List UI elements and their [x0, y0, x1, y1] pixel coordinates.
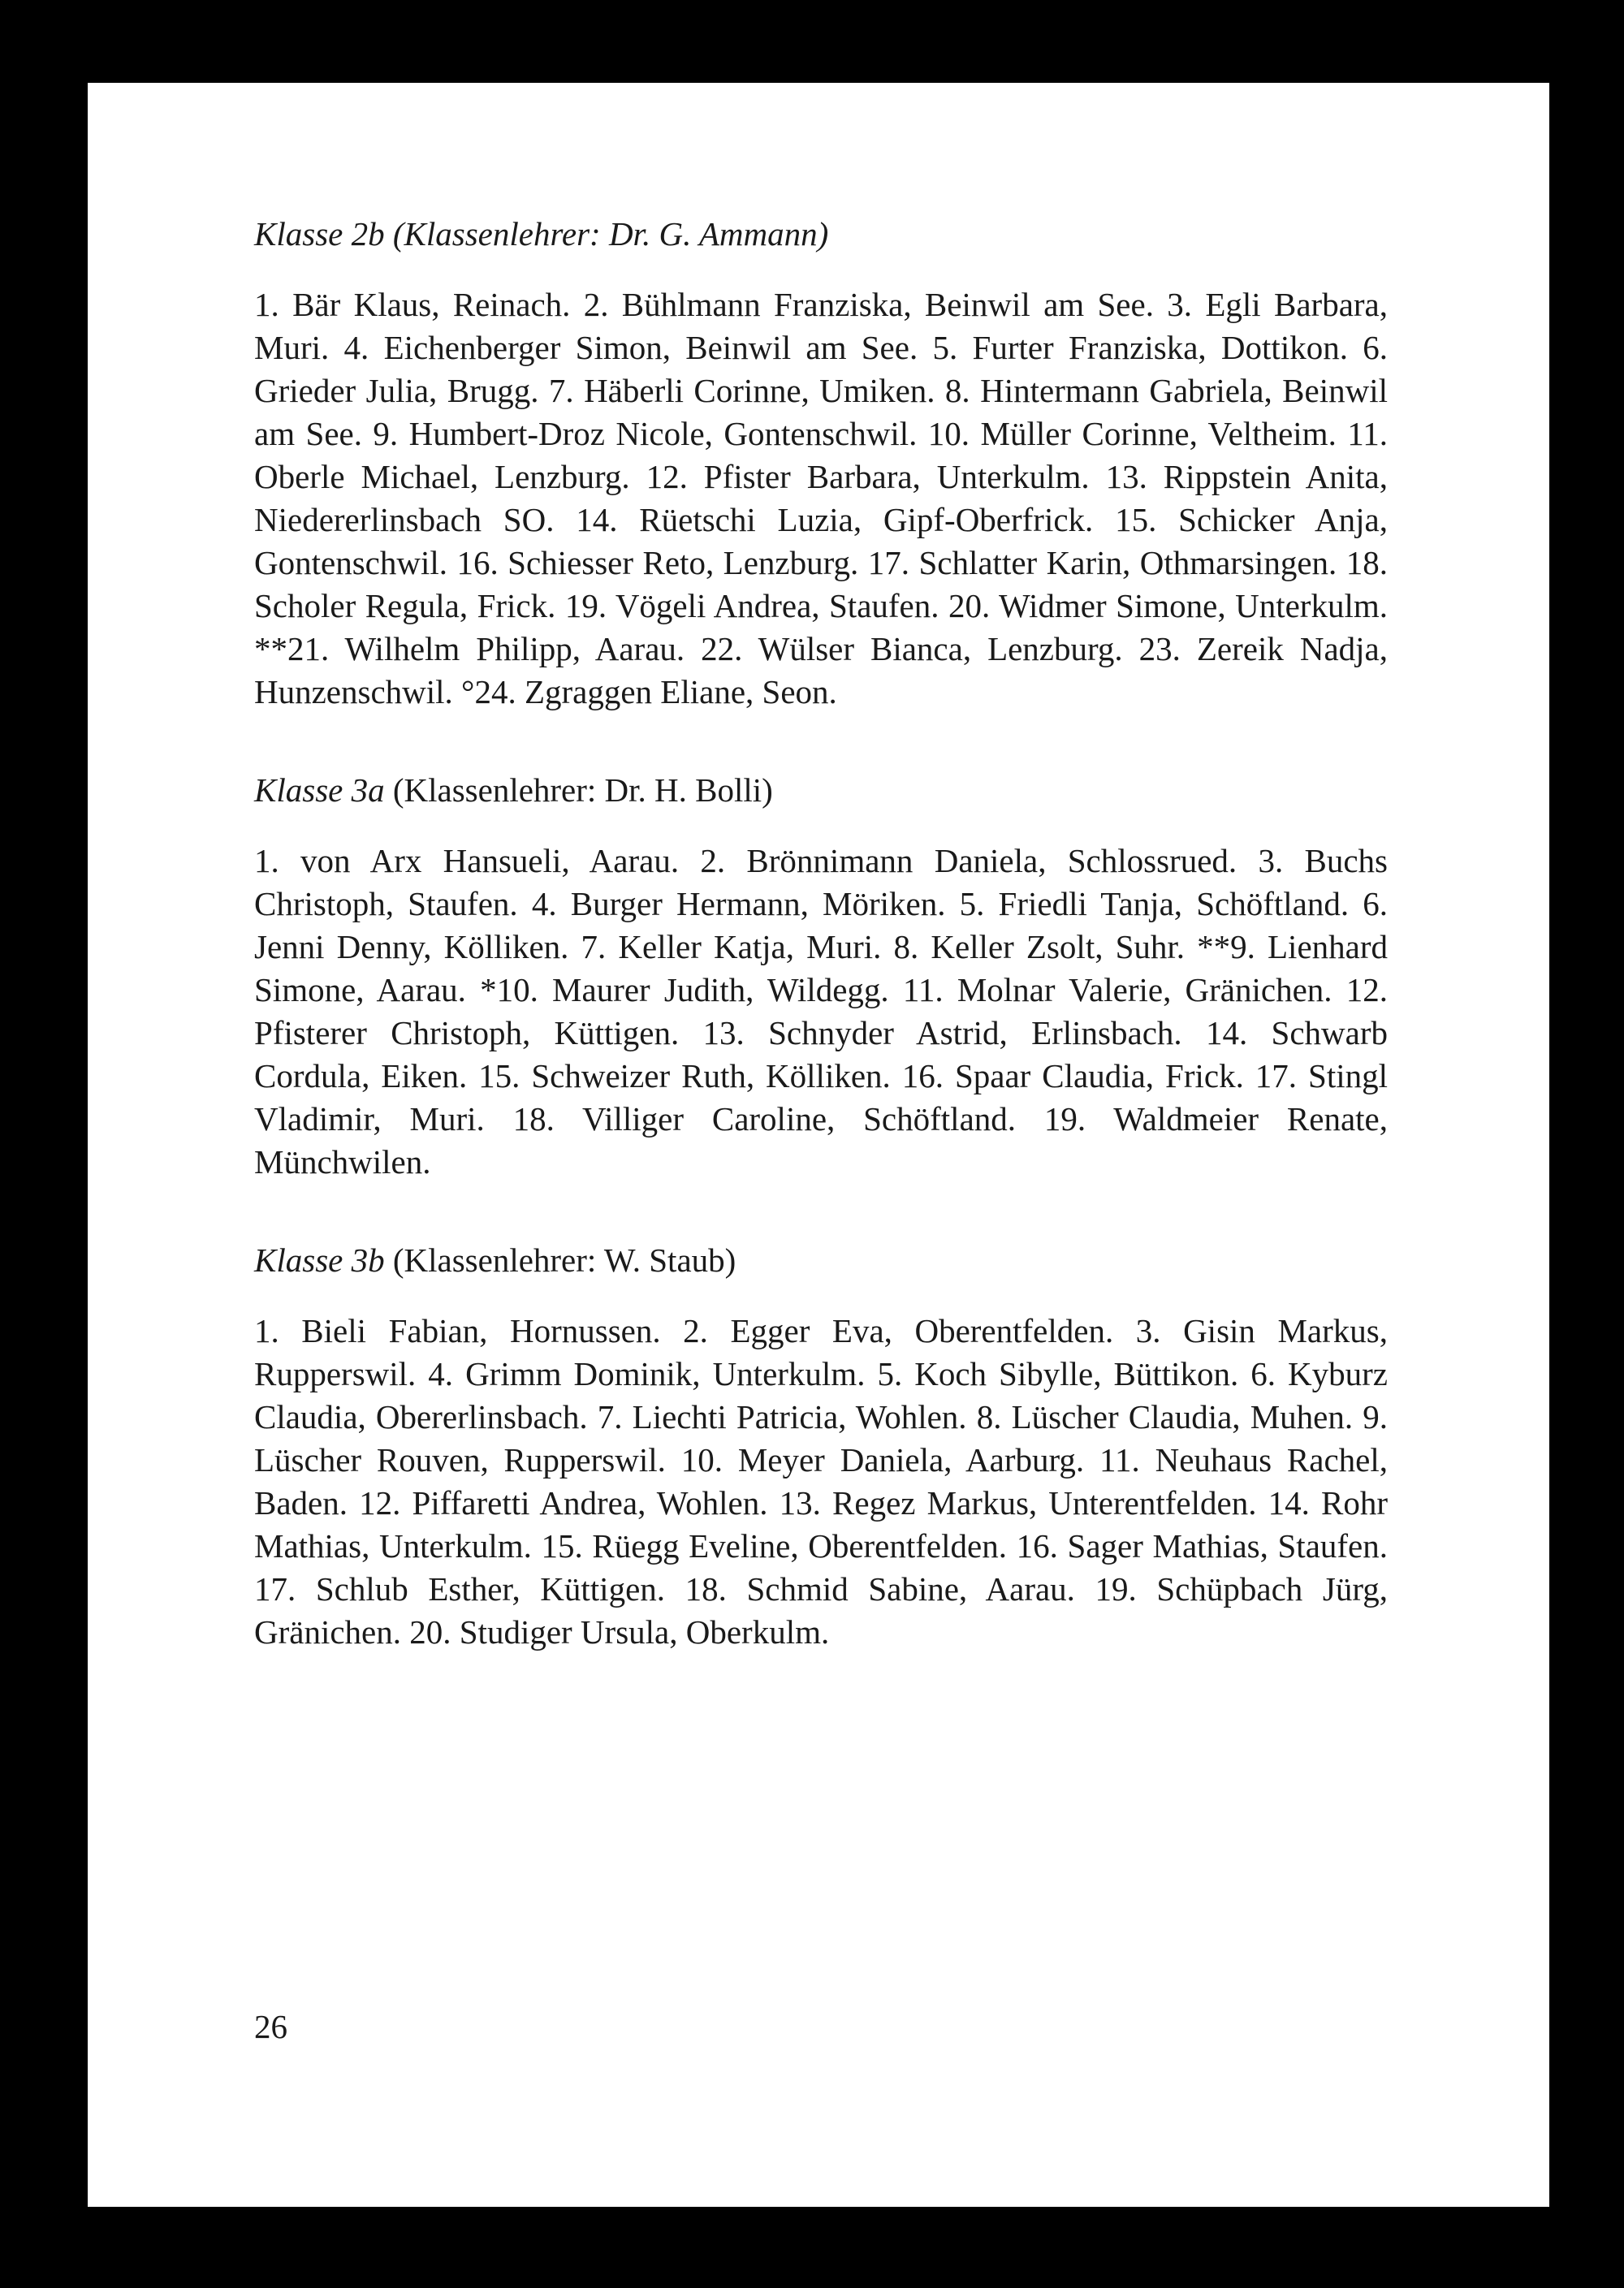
- class-section-2b: [254, 213, 1388, 714]
- section-heading: [254, 213, 1388, 256]
- class-section-3b: [254, 1239, 1388, 1654]
- class-label: Klasse 3a: [254, 771, 385, 809]
- section-heading: [254, 1239, 1388, 1282]
- document-content: [254, 213, 1388, 1654]
- section-heading: [254, 769, 1388, 812]
- teacher-label: (Klassenlehrer: Dr. H. Bolli): [392, 771, 773, 809]
- class-section-3a: [254, 769, 1388, 1184]
- student-list: 1. von Arx Hansueli, Aarau. 2. Brönnimann Daniela, Schlossrued. 3. Buchs Christoph, Staufen. 4. Burger Hermann, Möriken. 5. Friedli Tanja, Schöftland. 6. Jenni Denny, Kölliken. 7. Keller Katja, Muri. 8. Keller Zsolt, Suhr. **9. Lienhard Simone, Aarau. *10. Maurer Judith, Wildegg. 11. Molnar Valerie, Gränichen. 12. Pfisterer Christoph, Küttigen. 13. Schnyder Astrid, Erlinsbach. 14. Schwarb Cordula, Eiken. 15. Schweizer Ruth, Kölliken. 16. Spaar Claudia, Frick. 17. Stingl Vladimir, Muri. 18. Villiger Caroline, Schöftland. 19. Waldmeier Renate, Münchwilen.: [254, 842, 1388, 1181]
- class-label: Klasse 3b: [254, 1241, 385, 1279]
- teacher-label: (Klassenlehrer: Dr. G. Ammann): [392, 215, 829, 253]
- page-number: 26: [254, 2008, 287, 2045]
- student-list: 1. Bieli Fabian, Hornussen. 2. Egger Eva, Oberentfelden. 3. Gisin Markus, Rupperswil. 4. Grimm Dominik, Unterkulm. 5. Koch Sibylle, Büttikon. 6. Kyburz Claudia, Obererlinsbach. 7. Liechti Patricia, Wohlen. 8. Lüscher Claudia, Muhen. 9. Lüscher Rouven, Rupperswil. 10. Meyer Daniela, Aarburg. 11. Neuhaus Rachel, Baden. 12. Piffaretti Andrea, Wohlen. 13. Regez Markus, Unterentfelden. 14. Rohr Mathias, Unterkulm. 15. Rüegg Eveline, Oberentfelden. 16. Sager Mathias, Staufen. 17. Schlub Esther, Küttigen. 18. Schmid Sabine, Aarau. 19. Schüpbach Jürg, Gränichen. 20. Studiger Ursula, Oberkulm.: [254, 1312, 1388, 1651]
- teacher-label: (Klassenlehrer: W. Staub): [392, 1241, 736, 1279]
- document-page: [88, 83, 1549, 2207]
- student-list: 1. Bär Klaus, Reinach. 2. Bühlmann Franziska, Beinwil am See. 3. Egli Barbara, Muri. 4. Eichenberger Simon, Beinwil am See. 5. Furter Franziska, Dottikon. 6. Grieder Julia, Brugg. 7. Häberli Corinne, Umiken. 8. Hintermann Gabriela, Beinwil am See. 9. Humbert-Droz Nicole, Gontenschwil. 10. Müller Corinne, Veltheim. 11. Oberle Michael, Lenzburg. 12. Pfister Barbara, Unterkulm. 13. Rippstein Anita, Niedererlinsbach SO. 14. Rüetschi Luzia, Gipf-Oberfrick. 15. Schicker Anja, Gontenschwil. 16. Schiesser Reto, Lenzburg. 17. Schlatter Karin, Othmarsingen. 18. Scholer Regula, Frick. 19. Vögeli Andrea, Staufen. 20. Widmer Simone, Unterkulm. **21. Wilhelm Philipp, Aarau. 22. Wülser Bianca, Lenzburg. 23. Zereik Nadja, Hunzenschwil. °24. Zgraggen Eliane, Seon.: [254, 286, 1388, 710]
- class-label: Klasse 2b: [254, 215, 385, 253]
